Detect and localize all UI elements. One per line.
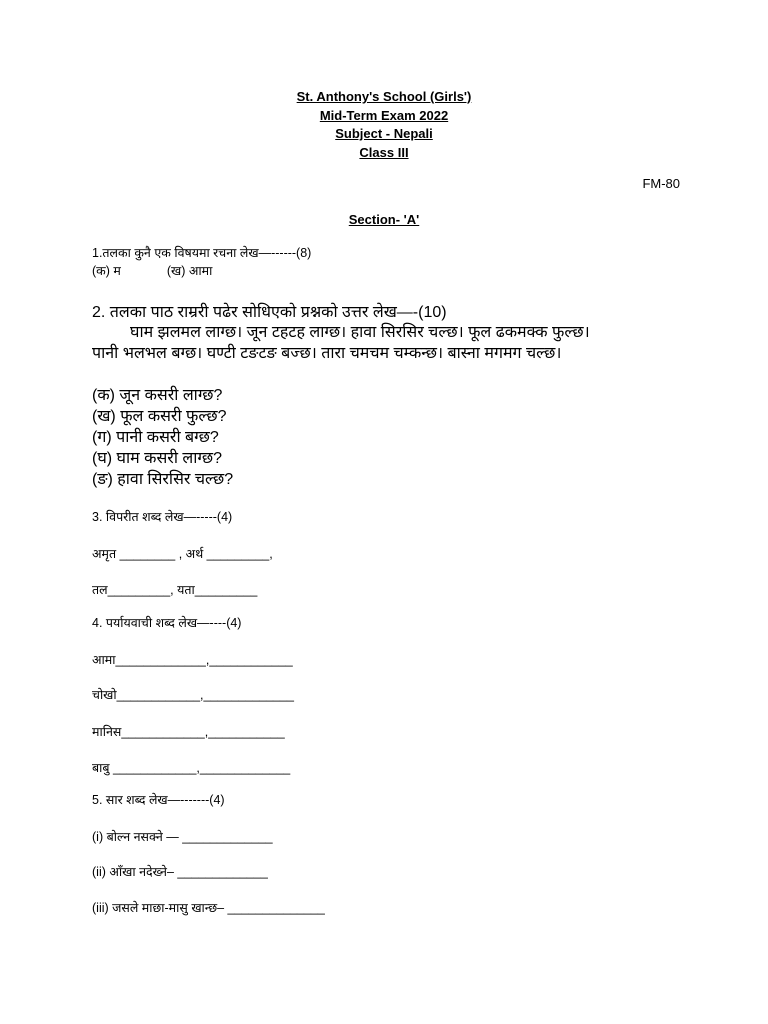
q4-line: चोखो____________,_____________ xyxy=(92,688,294,702)
q2-title: 2. तलका पाठ राम्ररी पढेर सोधिएको प्रश्नको उत्तर लेख—-(10) xyxy=(92,304,447,321)
q2-passage-line1: घाम झलमल लाग्छ। जून टहटह लाग्छ। हावा सिरसिर चल्छ। फूल ढकमक्क फुल्छ। xyxy=(130,324,590,341)
section-title: Section- 'A' xyxy=(348,212,420,227)
exam-header xyxy=(0,88,768,162)
q1-title: 1.तलका कुनै एक विषयमा रचना लेख—------(8) xyxy=(92,246,312,260)
q5-line: (iii) जसले माछा-मासु खान्छ– ______________ xyxy=(92,901,325,915)
q4-line: आमा_____________,____________ xyxy=(92,653,293,667)
q3-line: अमृत ________ , अर्थ _________, xyxy=(92,547,273,561)
q1-option-a: (क) म xyxy=(92,264,121,278)
q4-title: 4. पर्यायवाची शब्द लेख—----(4) xyxy=(92,616,242,630)
q5-line: (i) बोल्न नसक्ने — _____________ xyxy=(92,830,273,844)
school-name: St. Anthony's School (Girls') xyxy=(296,89,472,104)
q1-option-b: (ख) आमा xyxy=(166,264,213,278)
q2-question: (घ) घाम कसरी लाग्छ? xyxy=(92,450,223,467)
q2-question: (ग) पानी कसरी बग्छ? xyxy=(92,429,219,446)
q2-question: (ख) फूल कसरी फुल्छ? xyxy=(92,408,227,425)
q2-question: (क) जून कसरी लाग्छ? xyxy=(92,387,223,404)
q1-options xyxy=(92,263,212,279)
class-name: Class III xyxy=(359,144,409,160)
q2-passage-line2: पानी भलभल बग्छ। घण्टी टङटङ बज्छ। तारा चमचम चम्कन्छ। बास्ना मगमग चल्छ। xyxy=(92,345,562,362)
q3-title: 3. विपरीत शब्द लेख—-----(4) xyxy=(92,510,233,524)
q5-line: (ii) आँखा नदेख्ने– _____________ xyxy=(92,865,268,879)
full-marks: FM-80 xyxy=(642,176,680,191)
q2-question: (ङ) हावा सिरसिर चल्छ? xyxy=(92,471,234,488)
subject-name: Subject - Nepali xyxy=(335,126,433,141)
q4-line: मानिस____________,___________ xyxy=(92,725,285,739)
q3-line: तल_________, यता_________ xyxy=(92,583,258,597)
exam-name: Mid-Term Exam 2022 xyxy=(319,107,449,123)
q5-title: 5. सार शब्द लेख—-------(4) xyxy=(92,793,225,807)
q4-line: बाबु ____________,_____________ xyxy=(92,761,291,775)
